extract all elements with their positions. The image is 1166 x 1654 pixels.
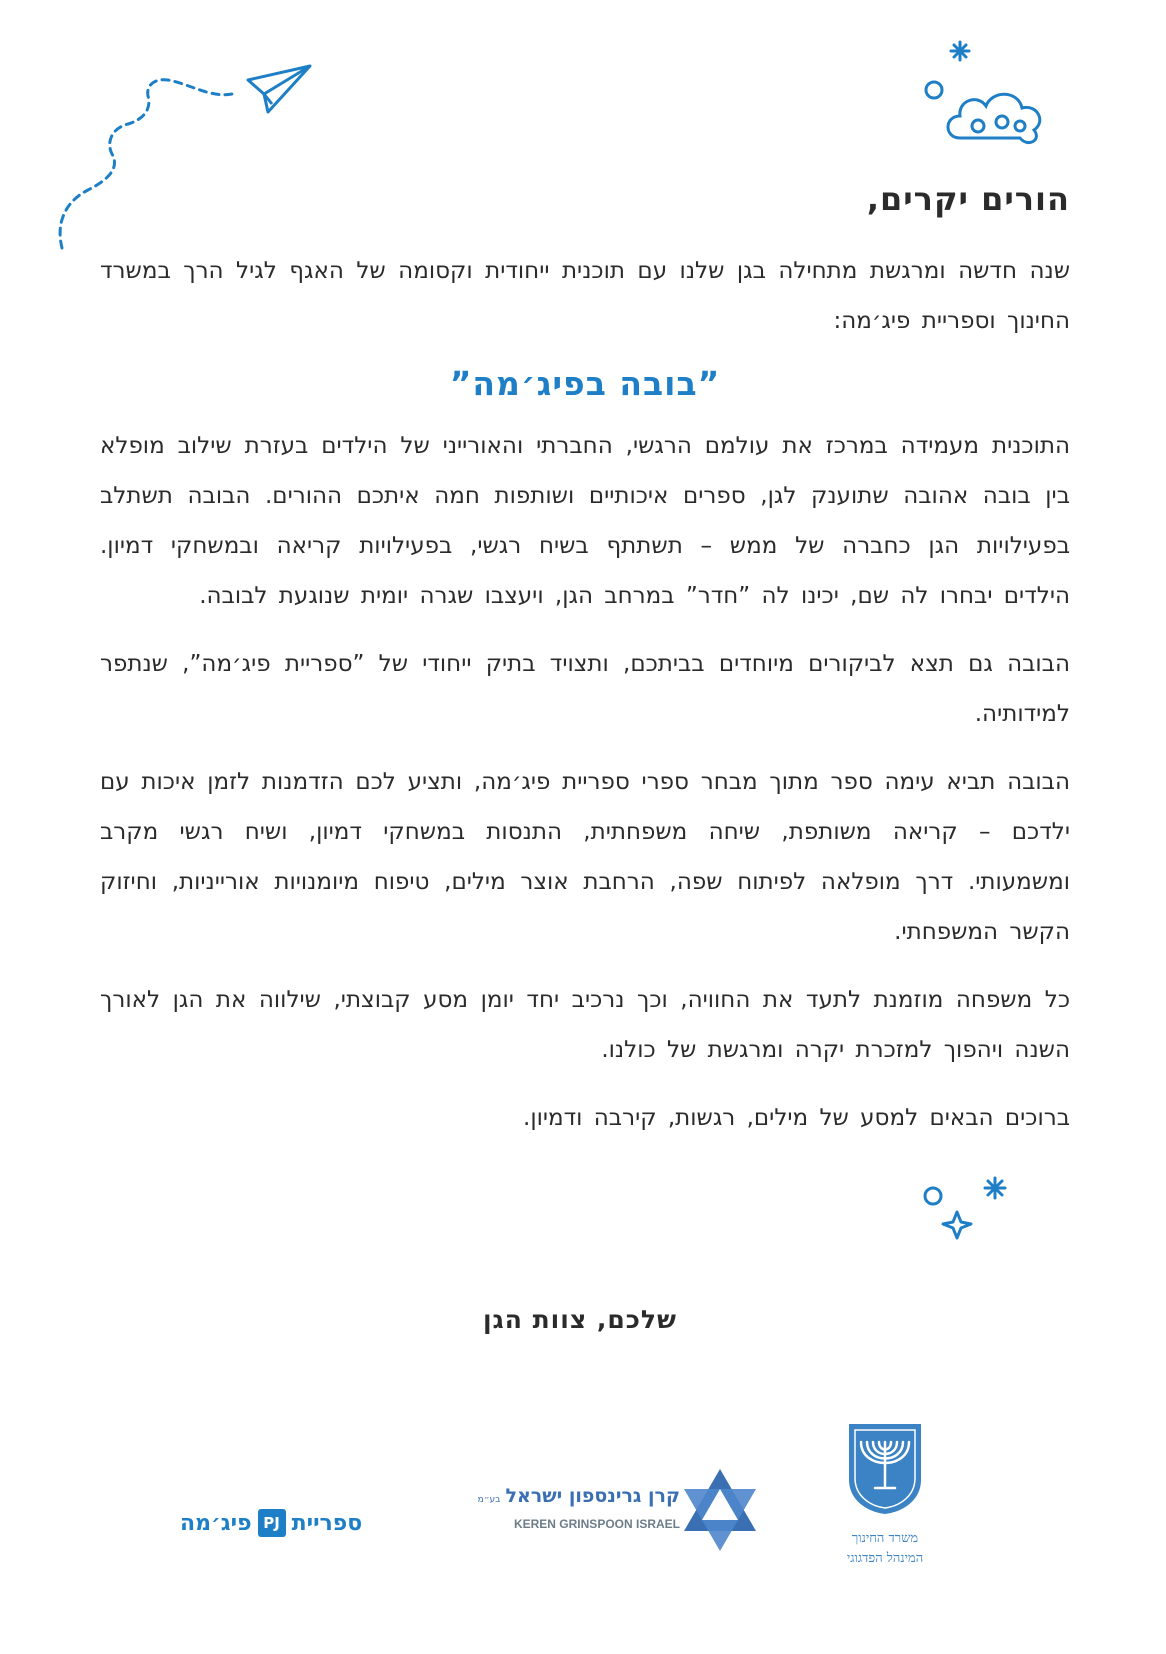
pajama-library-word-left: פיג׳מה — [180, 1510, 252, 1536]
stars-decoration — [915, 1172, 1045, 1252]
star-icon — [943, 1212, 971, 1238]
closing-paragraph: ברוכים הבאים למסע של מילים, רגשות, קירבה ודמיון. — [523, 1105, 1070, 1131]
cloud-icon — [948, 94, 1040, 142]
footer-logos — [0, 1415, 1166, 1585]
grinspoon-english-name: KEREN GRINSPOON ISRAEL — [513, 1517, 680, 1531]
menorah-emblem-icon — [845, 1420, 925, 1516]
pj-badge-icon — [258, 1509, 286, 1537]
grinspoon-logo — [477, 1465, 760, 1555]
program-title: ”בובה בפיג׳מה” — [449, 364, 721, 403]
paper-plane-icon — [248, 66, 310, 112]
pajama-library-logo — [180, 1503, 362, 1543]
ministry-of-education-logo — [835, 1420, 945, 1575]
body-paragraph: התוכנית מעמידה במרכז את עולמם הרגשי, החברתי והאורייני של הילדים בעזרת שילוב מופלא בין בובה אהובה שתוענק לגן, ספרים איכותיים ושותפות חמה איתכם ההורים. הבובה תשתלב בפעילויות הגן כחברה של ממש – תשתתף בשיח רגשי, בפעילויות קריאה ובמשחקי דמיון. הילדים יבחרו לה שם, יכינו לה ”חדר” במרחב הגן, ויעצבו שגרה יומית שנוגעת לבובה. — [100, 433, 1070, 609]
intro-paragraph: שנה חדשה ומרגשת מתחילה בגן שלנו עם תוכנית ייחודית וקסומה של האגף לגיל הרך במשרד החינוך וספריית פיג׳מה: — [100, 258, 1070, 334]
greeting-heading: הורים יקרים, — [866, 180, 1070, 218]
grinspoon-hebrew-name: קרן גרינספון ישראל — [505, 1485, 680, 1507]
pajama-library-word-right: ספריית — [291, 1510, 363, 1536]
body-paragraph: כל משפחה מוזמנת לתעד את החוויה, וכך נרכיב יחד יומן מסע קבוצתי, שילווה את הגן לאורך השנה ויהפוך למזכרת יקרה ומרגשת של כולנו. — [100, 987, 1070, 1063]
pj-badge-text: PJ — [263, 1514, 280, 1532]
ministry-line-2: המינהל הפדגוגי — [846, 1551, 924, 1566]
signature: שלכם, צוות הגן — [482, 1305, 678, 1334]
sparkle-icon — [985, 1178, 1005, 1198]
grinspoon-registered-mark: בע״מ — [477, 1495, 501, 1505]
body-paragraph: הבובה גם תצא לביקורים מיוחדים בביתכם, ותצויד בתיק ייחודי של ”ספריית פיג׳מה”, שנתפר למידותיה. — [100, 651, 1070, 727]
cloud-sparkle-decoration — [920, 38, 1070, 158]
star-of-david-icon — [680, 1465, 760, 1555]
letter-body — [100, 180, 1070, 1161]
sparkle-icon — [951, 42, 969, 60]
ministry-line-1: משרד החינוך — [851, 1531, 919, 1546]
body-paragraph: הבובה תביא עימה ספר מתוך מבחר ספרי ספריית פיג׳מה, ותציע לכם הזדמנות לזמן איכות עם ילדכם – קריאה משותפת, שיחה משפחתית, התנסות במשחקי דמיון, ושיח רגשי מקרב ומשמעותי. דרך מופלאה לפיתוח שפה, הרחבת אוצר מילים, טיפוח מיומנויות אורייניות, וחיזוק הקשר המשפחתי. — [100, 769, 1070, 945]
